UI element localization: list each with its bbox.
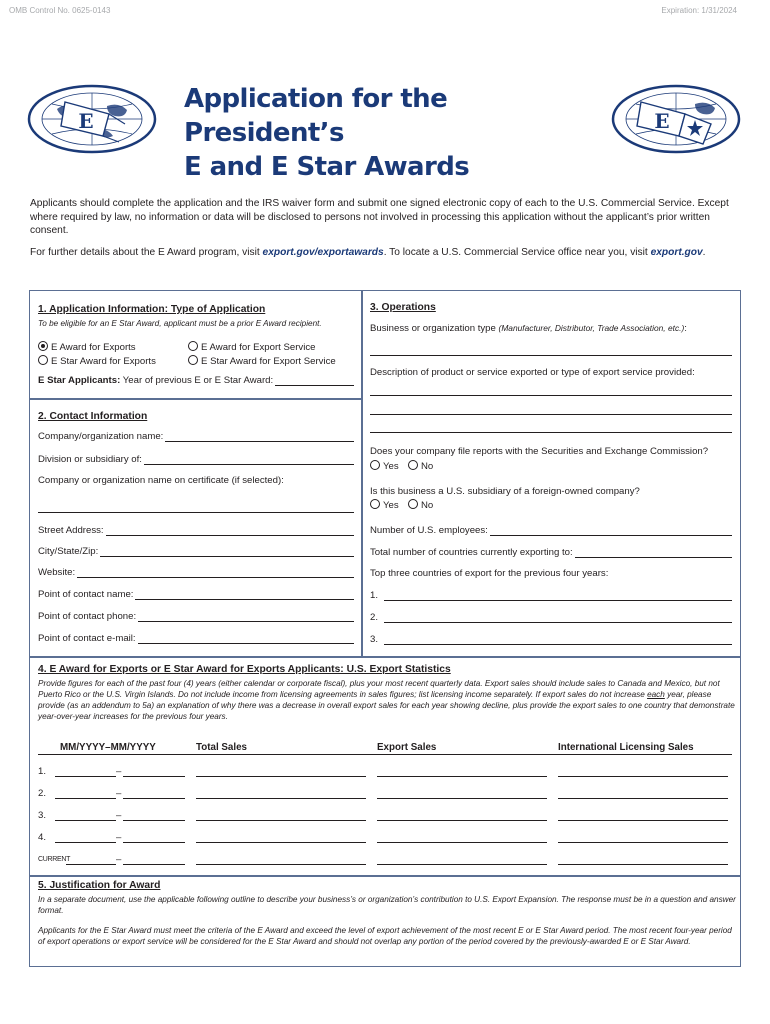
description-field-line-1[interactable] <box>370 395 732 396</box>
sec-reports-no[interactable]: No <box>408 460 433 472</box>
period-end-field[interactable] <box>123 864 185 865</box>
period-start-field[interactable] <box>55 798 116 799</box>
section-1-title: 1. Application Information: Type of Application <box>38 304 266 315</box>
radio-icon[interactable] <box>370 460 380 470</box>
period-end-field[interactable] <box>123 820 185 821</box>
column-divider <box>361 290 363 657</box>
option-e-award-exports[interactable]: E Award for Exports <box>38 341 136 353</box>
foreign-subsidiary-no[interactable]: No <box>408 499 433 511</box>
radio-selected-icon[interactable] <box>38 341 48 351</box>
export-sales-field[interactable] <box>377 864 547 865</box>
business-type-field[interactable] <box>370 355 732 356</box>
sec-reports-question: Does your company file reports with the Securities and Exchange Commission? <box>370 446 709 457</box>
company-name-field[interactable]: Company/organization name: <box>38 431 354 442</box>
export-sales-field[interactable] <box>377 842 547 843</box>
description-field-line-2[interactable] <box>370 414 732 415</box>
licensing-sales-field[interactable] <box>558 798 728 799</box>
total-sales-field[interactable] <box>196 842 366 843</box>
radio-icon[interactable] <box>188 355 198 365</box>
total-sales-field[interactable] <box>196 864 366 865</box>
section-2-title: 2. Contact Information <box>38 411 148 422</box>
export-sales-field[interactable] <box>377 798 547 799</box>
period-start-field[interactable] <box>55 842 116 843</box>
licensing-sales-field[interactable] <box>558 842 728 843</box>
export-sales-field[interactable] <box>377 820 547 821</box>
section-4-title: 4. E Award for Exports or E Star Award for Exports Applicants: U.S. Export Statistics <box>38 664 451 675</box>
section-5-paragraph-1: In a separate document, use the applicable following outline to describe your business’s or organization’s contribution to U.S. Export Expansion. The response must be in a question and answer format. <box>38 895 736 915</box>
sec-reports-yes[interactable]: Yes <box>370 460 399 472</box>
foreign-subsidiary-yes[interactable]: Yes <box>370 499 399 511</box>
licensing-sales-field[interactable] <box>558 864 728 865</box>
section-4-note: Provide figures for each of the past four (4) years (either calendar or corporate fiscal), plus your most recent quarterly data. Export sales should include sales to Canada and Mexico, but not Puerto Rico or the U.S. Virgin Islands. Do not include income from licensing agreements in sales figures; list licensing income separately. If export sales do not increase each year, please provide (as an addendum to 5a) an explanation of why there was a decrease in overall export sales for each year showing decline, plus provide the export sales to one country that demonstrate year-over-year increases for the previous four years. <box>38 679 735 721</box>
section-3-title: 3. Operations <box>370 302 436 313</box>
intro-paragraph: Applicants should complete the application and the IRS waiver form and submit one signed electronic copy of each to the U.S. Commercial Service. Except where required by law, no information or data will be disclosed to persons not involved in processing this application without the applicant’s prior written consent. <box>30 198 729 236</box>
further-details-paragraph: For further details about the E Award program, visit export.gov/exportawards. To locate a U.S. Commercial Service office near you, visit export.gov. <box>30 247 706 258</box>
top-country-3-field[interactable]: 3. <box>370 634 732 645</box>
foreign-subsidiary-question: Is this business a U.S. subsidiary of a foreign-owned company? <box>370 486 640 497</box>
col-export-sales: Export Sales <box>377 742 437 753</box>
city-state-zip-field[interactable]: City/State/Zip: <box>38 546 354 557</box>
radio-icon[interactable] <box>408 499 418 509</box>
period-end-field[interactable] <box>123 798 185 799</box>
table-header-rule <box>38 754 732 755</box>
col-total-sales: Total Sales <box>196 742 247 753</box>
export-gov-link[interactable]: export.gov <box>650 247 703 258</box>
export-sales-field[interactable] <box>377 776 547 777</box>
section-1-2-divider <box>29 398 362 400</box>
expiration-date: Expiration: 1/31/2024 <box>661 6 737 15</box>
form-frame <box>29 290 741 967</box>
website-field[interactable]: Website: <box>38 567 354 578</box>
description-label: Description of product or service exported or type of export service provided: <box>370 367 695 378</box>
option-e-award-export-service[interactable]: E Award for Export Service <box>188 341 315 353</box>
radio-icon[interactable] <box>38 355 48 365</box>
employees-field[interactable]: Number of U.S. employees: <box>370 525 732 536</box>
e-star-award-logo-icon <box>611 84 741 154</box>
col-licensing-sales: International Licensing Sales <box>558 742 694 753</box>
period-start-field[interactable] <box>55 820 116 821</box>
section-5-divider <box>29 875 741 877</box>
total-sales-field[interactable] <box>196 776 366 777</box>
radio-icon[interactable] <box>408 460 418 470</box>
page-title: Application for the President’s E and E Star Awards <box>184 84 470 182</box>
poc-name-field[interactable]: Point of contact name: <box>38 589 354 600</box>
licensing-sales-field[interactable] <box>558 820 728 821</box>
poc-phone-field[interactable]: Point of contact phone: <box>38 611 354 622</box>
division-field[interactable]: Division or subsidiary of: <box>38 454 354 465</box>
e-award-logo-icon <box>27 84 157 154</box>
period-start-field[interactable] <box>66 864 116 865</box>
omb-control-number: OMB Control No. 0625-0143 <box>9 6 111 15</box>
certificate-name-field[interactable] <box>38 512 354 513</box>
description-field-line-3[interactable] <box>370 432 732 433</box>
top-countries-label: Top three countries of export for the previous four years: <box>370 568 609 579</box>
licensing-sales-field[interactable] <box>558 776 728 777</box>
top-country-2-field[interactable]: 2. <box>370 612 732 623</box>
radio-icon[interactable] <box>370 499 380 509</box>
section-4-divider <box>29 656 741 658</box>
section-5-title: 5. Justification for Award <box>38 880 161 891</box>
total-sales-field[interactable] <box>196 798 366 799</box>
section-5-paragraph-2: Applicants for the E Star Award must meet the criteria of the E Award and exceed the level of export achievement of the most recent E or E Star Award period. The most recent four-year period of export operations or export service will be considered for the E Star Award and should not overlap any portion of the period covered by the previously-awarded E or E Star Award. <box>38 926 732 946</box>
business-type-label: Business or organization type (Manufacturer, Distributor, Trade Association, etc.): <box>370 323 687 334</box>
option-e-star-award-exports[interactable]: E Star Award for Exports <box>38 355 156 367</box>
period-end-field[interactable] <box>123 776 185 777</box>
section-1-note: To be eligible for an E Star Award, applicant must be a prior E Award recipient. <box>38 319 322 328</box>
svg-text:E: E <box>654 109 670 133</box>
period-end-field[interactable] <box>123 842 185 843</box>
option-e-star-award-export-service[interactable]: E Star Award for Export Service <box>188 355 336 367</box>
certificate-name-label: Company or organization name on certificate (if selected): <box>38 475 284 486</box>
previous-award-year-field[interactable]: E Star Applicants: Year of previous E or E Star Award: <box>38 375 354 386</box>
poc-email-field[interactable]: Point of contact e-mail: <box>38 633 354 644</box>
radio-icon[interactable] <box>188 341 198 351</box>
top-country-1-field[interactable]: 1. <box>370 590 732 601</box>
col-period: MM/YYYY–MM/YYYY <box>60 742 156 753</box>
countries-count-field[interactable]: Total number of countries currently exporting to: <box>370 547 732 558</box>
period-start-field[interactable] <box>55 776 116 777</box>
total-sales-field[interactable] <box>196 820 366 821</box>
svg-text:E: E <box>78 109 94 133</box>
street-address-field[interactable]: Street Address: <box>38 525 354 536</box>
export-awards-link[interactable]: export.gov/exportawards <box>262 247 384 258</box>
